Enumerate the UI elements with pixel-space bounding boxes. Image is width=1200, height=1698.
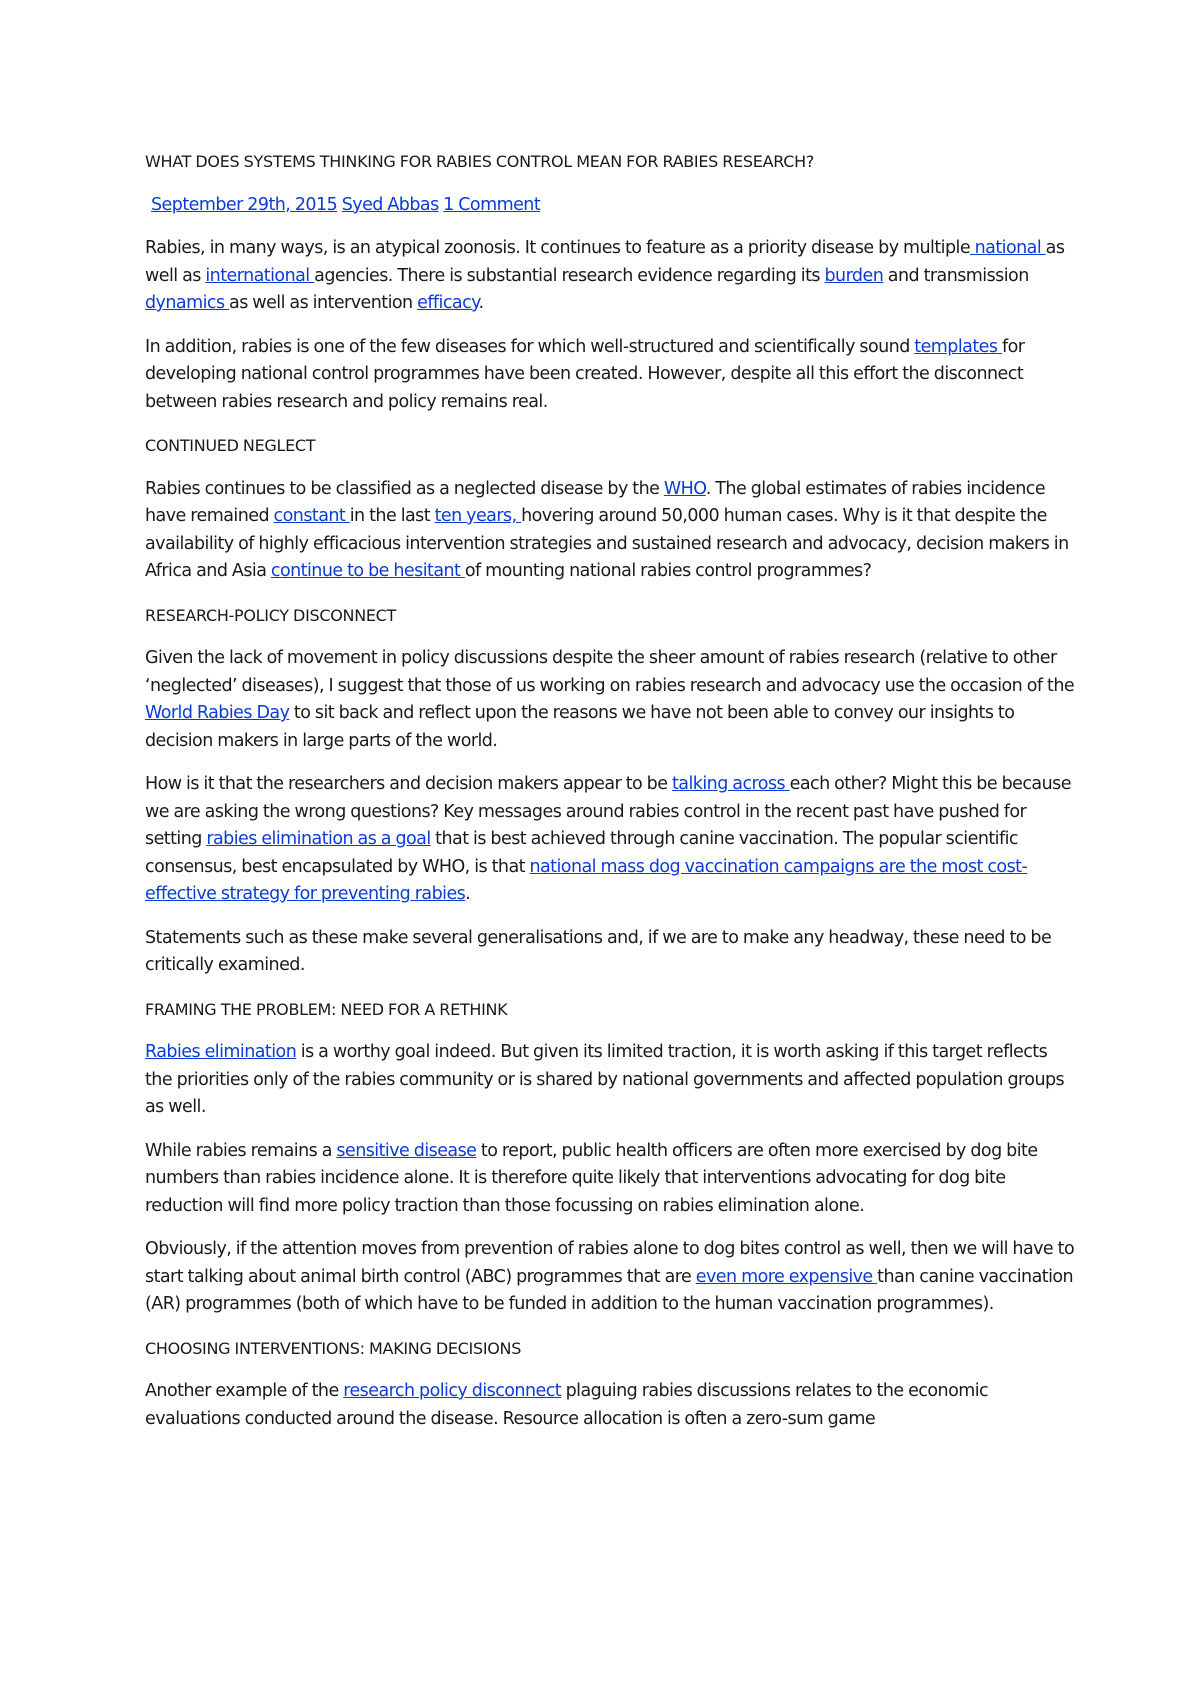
paragraph-8: While rabies remains a sensitive disease to report, public health officers are often more exercised by dog bite numbers than rabies incidence alone. It is therefore quite likely that interventions advocating for dog bite reduction will find more policy traction than those focussing on rabies elimination alone.: [145, 1140, 1038, 1216]
date-link[interactable]: September 29th, 2015: [151, 194, 338, 215]
paragraph-5: How is it that the researchers and decision makers appear to be talking across each other? Might this be because we are asking the wrong questions? Key messages around rabies control in the recent past have pushed for setting rabies elimination as a goal that is best achieved through canine vaccination. The popular scientific consensus, best encapsulated by WHO, is that national mass dog vaccination campaigns are the most cost-effective strategy for preventing rabies.: [145, 774, 1071, 904]
mass-dog-vaccination-link[interactable]: national mass dog vaccination campaigns are the most cost-effective strategy for preventing rabies: [145, 856, 1028, 904]
rabies-elimination-goal-link[interactable]: rabies elimination as a goal: [206, 829, 431, 849]
paragraph-9: Obviously, if the attention moves from prevention of rabies alone to dog bites control as well, then we will have to start talking about animal birth control (ABC) programmes that are even more expensive than canine vaccination (AR) programmes (both of which have to be funded in addition to the human vaccination programmes).: [145, 1239, 1075, 1314]
continue-to-be-hesitant-link[interactable]: continue to be hesitant: [270, 561, 465, 581]
comments-link[interactable]: 1 Comment: [443, 194, 541, 215]
paragraph-3: Rabies continues to be classified as a neglected disease by the WHO. The global estimates of rabies incidence have remained constant in the last ten years, hovering around 50,000 human cases. Why is it that despite the availability of highly efficacious intervention strategies and sustained research and advocacy, decision makers in Africa and Asia continue to be hesitant of mounting national rabies control programmes?: [145, 478, 1069, 581]
section-heading-choosing-interventions: CHOOSING INTERVENTIONS: MAKING DECISIONS: [145, 1338, 522, 1358]
paragraph-6: Statements such as these make several generalisations and, if we are to make any headway, these need to be critically examined.: [145, 927, 1052, 975]
section-heading-research-policy-disconnect: RESEARCH-POLICY DISCONNECT: [145, 605, 397, 625]
document-page: [145, 148, 1075, 1449]
templates-link[interactable]: templates: [914, 336, 1002, 357]
paragraph-7: Rabies elimination is a worthy goal indeed. But given its limited traction, it is worth asking if this target reflects the priorities only of the rabies community or is shared by national governments and affected population groups as well.: [145, 1042, 1065, 1117]
constant-link[interactable]: constant: [273, 506, 350, 526]
paragraph-1: Rabies, in many ways, is an atypical zoonosis. It continues to feature as a priority disease by multiple national as well as international agencies. There is substantial research evidence regarding its burden and transmission dynamics as well as intervention efficacy.: [145, 238, 1065, 313]
sensitive-disease-link[interactable]: sensitive disease: [336, 1140, 477, 1161]
who-link[interactable]: WHO: [663, 478, 706, 499]
world-rabies-day-link[interactable]: World Rabies Day: [145, 703, 290, 723]
research-policy-disconnect-link[interactable]: research policy disconnect: [343, 1381, 562, 1401]
paragraph-10: Another example of the research policy disconnect plaguing rabies discussions relates to the economic evaluations conducted around the disease. Resource allocation is often a zero-sum game: [145, 1381, 989, 1429]
section-heading-continued-neglect: CONTINUED NEGLECT: [145, 436, 316, 455]
paragraph-4: Given the lack of movement in policy discussions despite the sheer amount of rabies research (relative to other ‘neglected’ diseases), I suggest that those of us working on rabies research and advocacy use the occasion of the World Rabies Day to sit back and reflect upon the reasons we have not been able to convey our insights to decision makers in large parts of the world.: [145, 648, 1075, 751]
article-title: WHAT DOES SYSTEMS THINKING FOR RABIES CONTROL MEAN FOR RABIES RESEARCH?: [145, 152, 815, 171]
even-more-expensive-link[interactable]: even more expensive: [695, 1266, 878, 1287]
burden-link[interactable]: burden: [824, 265, 884, 286]
international-link[interactable]: international: [205, 265, 315, 286]
talking-across-link[interactable]: talking across: [671, 774, 790, 794]
rabies-elimination-link[interactable]: Rabies elimination: [145, 1042, 297, 1062]
efficacy-link[interactable]: efficacy: [417, 293, 479, 313]
section-heading-framing-the-problem: FRAMING THE PROBLEM: NEED FOR A RETHINK: [145, 999, 508, 1019]
ten-years-link[interactable]: ten years,: [434, 506, 522, 526]
national-link[interactable]: national: [970, 238, 1046, 258]
dynamics-link[interactable]: dynamics: [145, 293, 230, 313]
author-link[interactable]: Syed Abbas: [341, 194, 439, 215]
paragraph-2: In addition, rabies is one of the few diseases for which well-structured and scientifically sound templates for developing national control programmes have been created. However, despite all this effort the disconnect between rabies research and policy remains real.: [145, 336, 1025, 412]
article-meta: [145, 192, 1075, 220]
